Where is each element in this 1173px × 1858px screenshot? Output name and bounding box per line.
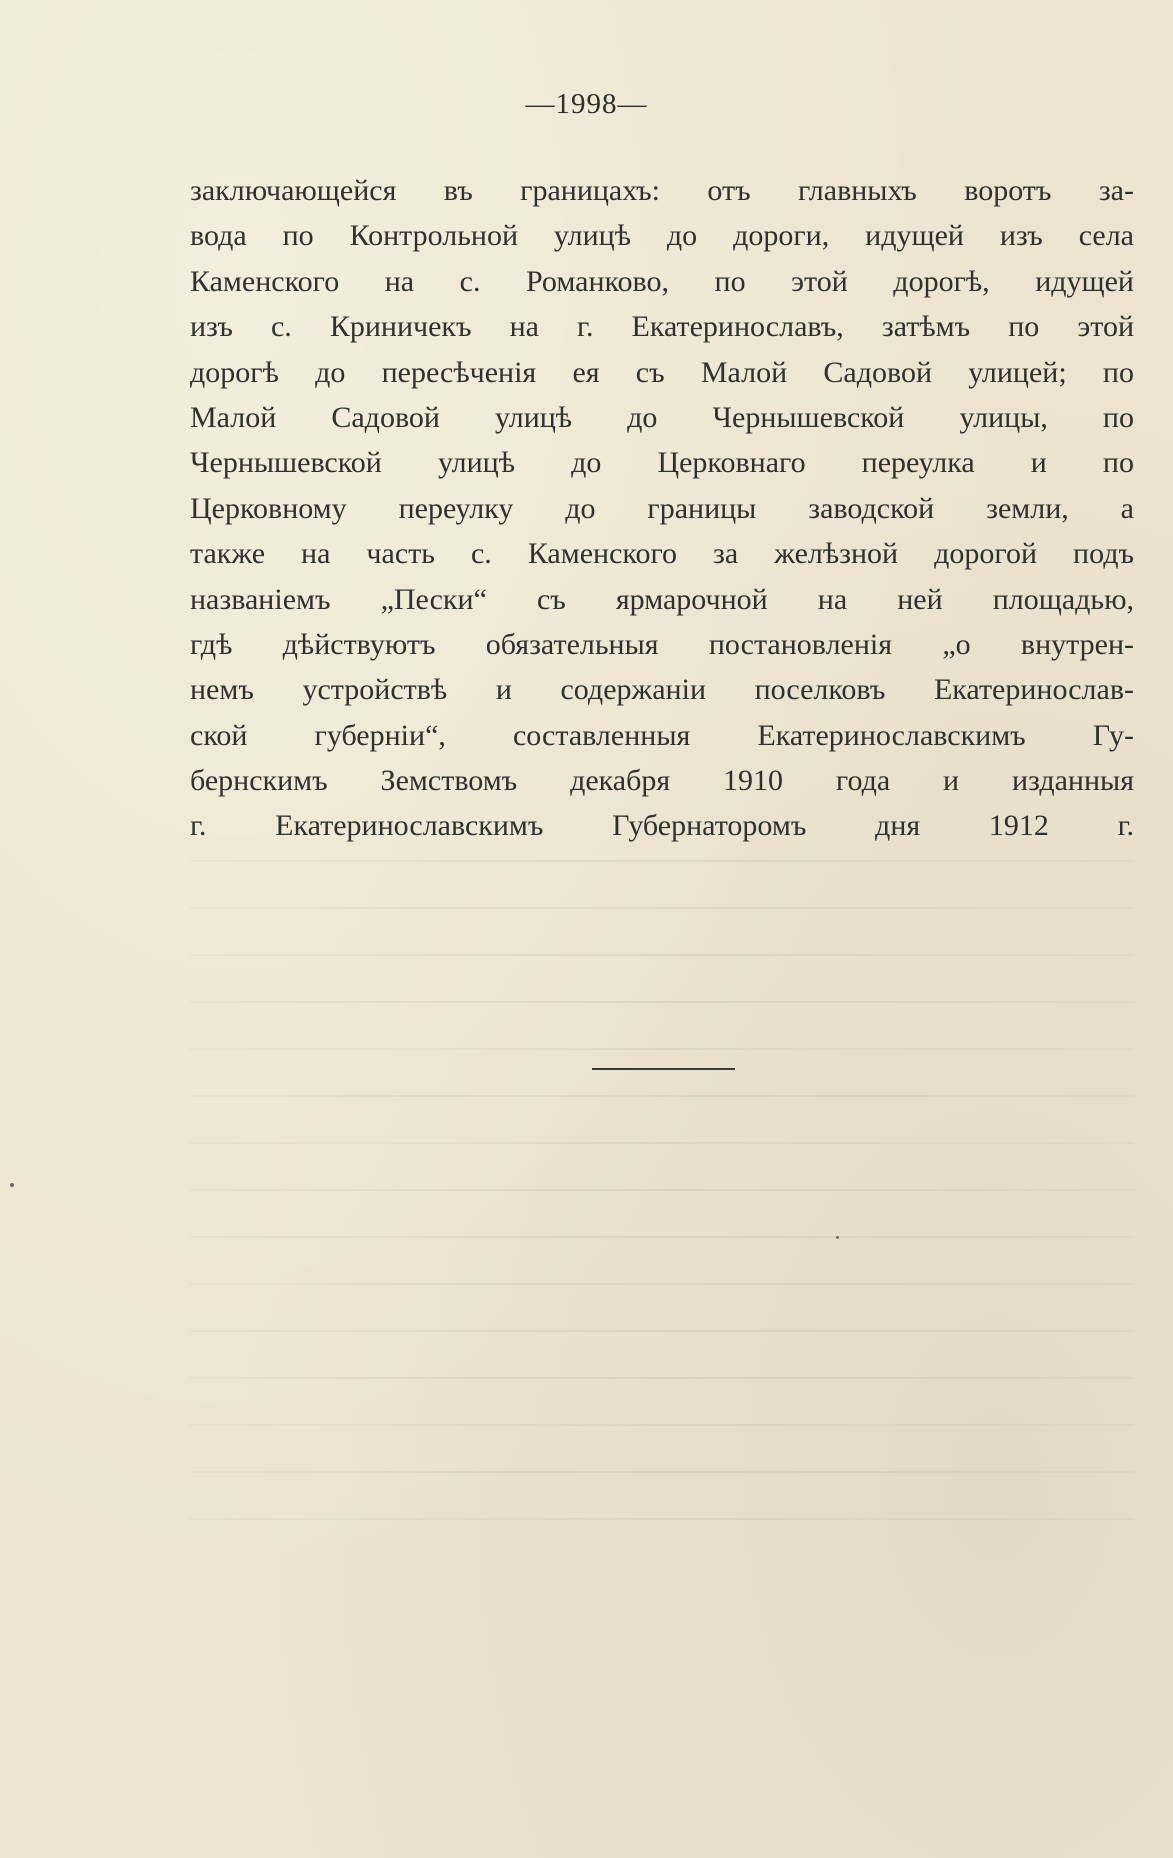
body-line: г. Екатеринославскимъ Губернаторомъ дня 1912 г. bbox=[190, 809, 1134, 843]
body-line: также на часть с. Каменского за желѣзной дорогой подъ bbox=[190, 537, 1134, 571]
body-line: немъ устройствѣ и содержаніи поселковъ Екатеринослав- bbox=[190, 673, 1134, 707]
section-divider bbox=[592, 1068, 735, 1070]
body-line: заключающейся въ границахъ: отъ главныхъ воротъ за- bbox=[190, 174, 1134, 207]
paper-speck bbox=[10, 1183, 14, 1187]
body-line: Каменского на с. Романково, по этой дорогѣ, идущей bbox=[190, 264, 1134, 298]
body-line: вода по Контрольной улицѣ до дороги, идущей изъ села bbox=[190, 219, 1134, 253]
body-line: Церковному переулку до границы заводской земли, а bbox=[190, 491, 1134, 525]
bleed-through-texture bbox=[190, 860, 1134, 1620]
body-line: дорогѣ до пересѣченія ея съ Малой Садовой улицей; по bbox=[190, 355, 1134, 389]
body-line: Чернышевской улицѣ до Церковнаго переулка и по bbox=[190, 446, 1134, 480]
body-line: гдѣ дѣйствуютъ обязательныя постановленія „о внутрен- bbox=[190, 627, 1134, 661]
body-line: бернскимъ Земствомъ декабря 1910 года и изданныя bbox=[190, 764, 1134, 798]
body-line: ской губерніи“, составленныя Екатеринославскимъ Гу- bbox=[190, 718, 1134, 752]
body-text bbox=[190, 168, 1134, 849]
body-line: названіемъ „Пески“ съ ярмарочной на ней площадью, bbox=[190, 582, 1134, 616]
paper-speck bbox=[836, 1236, 839, 1239]
page-number: —1998— bbox=[525, 88, 648, 120]
body-line: изъ с. Криничекъ на г. Екатеринославъ, затѣмъ по этой bbox=[190, 310, 1134, 344]
body-line: Малой Садовой улицѣ до Чернышевской улицы, по bbox=[190, 400, 1134, 434]
